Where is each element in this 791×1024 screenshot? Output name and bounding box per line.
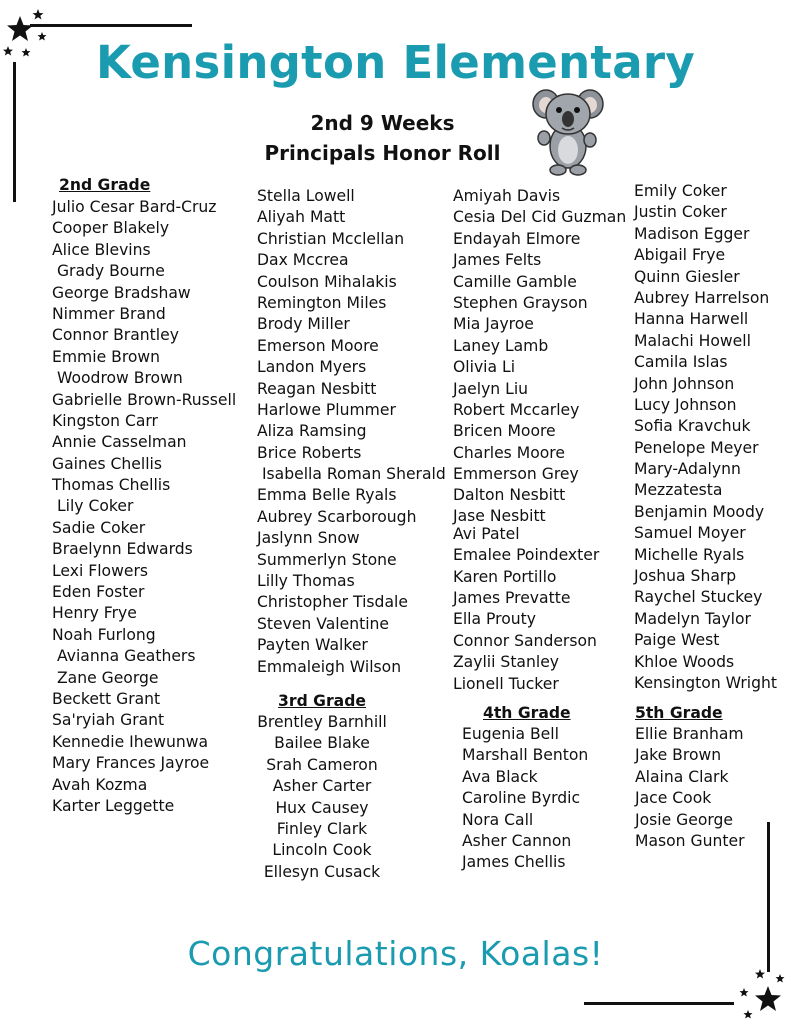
honor-roll-name: Kensington Wright [634,673,778,692]
honor-roll-name: Kennedie Ihewunwa [52,732,209,751]
honor-roll-name: Noah Furlong [52,625,156,644]
honor-roll-name: Camila Islas [634,353,728,372]
honor-roll-name: Emma Belle Ryals [257,486,397,505]
honor-roll-name: Grady Bourne [52,262,165,281]
honor-roll-name: Remington Miles [257,293,387,312]
honor-roll-name: Marshall Benton [462,746,589,765]
honor-roll-name: Christopher Tisdale [257,593,408,612]
honor-roll-name: Charles Moore [453,443,565,462]
column-2-grade-3 [257,690,387,883]
honor-roll-name: Aliyah Matt [257,208,346,227]
honor-roll-name: Camille Gamble [453,272,577,291]
honor-roll-name: Jaelyn Liu [453,379,529,398]
honor-roll-name: Braelynn Edwards [52,540,193,559]
honor-roll-name: Ellie Branham [635,725,744,743]
honor-roll-name: Zane George [52,668,159,687]
honor-roll-name: Robert Mccarley [453,400,580,419]
honor-roll-name: Endayah Elmore [453,229,581,248]
honor-roll-name: Ava Black [462,767,538,786]
honor-roll-name: Isabella Roman Sherald [257,465,446,484]
honor-roll-name: Aliza Ramsing [257,422,367,441]
honor-roll-name: Emerson Moore [257,336,379,355]
column-4-grade-5 [635,702,744,852]
column-1 [52,174,236,817]
honor-roll-name: Raychel Stuckey [634,588,763,607]
top-left-horizontal-bar [30,24,192,27]
honor-roll-name: Alice Blevins [52,240,151,259]
honor-roll-name: Connor Brantley [52,326,179,345]
honor-roll-name: Kingston Carr [52,411,158,430]
honor-roll-name: Josie George [635,810,733,829]
honor-roll-name: Brody Miller [257,315,350,334]
honor-roll-name: Eden Foster [52,583,145,602]
honor-roll-name: Sofia Kravchuk [634,417,751,436]
bottom-right-horizontal-bar [584,1002,734,1005]
honor-roll-name: Mia Jayroe [453,315,534,334]
honor-roll-name: Alaina Clark [635,767,729,786]
honor-roll-name: Joshua Sharp [634,567,737,586]
honor-roll-name: James Prevatte [453,589,571,608]
column-3 [453,186,626,695]
grade-3-heading: 3rd Grade [278,692,366,710]
honor-roll-name: Emmaleigh Wilson [257,657,402,676]
honor-roll-name: Ellesyn Cusack [263,862,381,881]
honor-roll-name: Bricen Moore [453,422,556,441]
honor-roll-name: Woodrow Brown [52,369,183,388]
honor-roll-name: Laney Lamb [453,336,549,355]
honor-roll-name: Harlowe Plummer [257,400,396,419]
honor-roll-name: Mezzatesta [634,481,723,500]
honor-roll-name: Gaines Chellis [52,454,163,473]
honor-roll-name: Srah Cameron [266,755,378,774]
honor-roll-name: Cooper Blakely [52,219,170,238]
honor-roll-name: Mason Gunter [635,831,745,850]
grade-5-heading: 5th Grade [635,704,723,722]
honor-roll-name: Lionell Tucker [453,674,559,693]
honor-roll-name: Lucy Johnson [634,395,737,414]
honor-roll-name: Annie Casselman [52,433,187,452]
honor-roll-name: Steven Valentine [257,614,390,633]
honor-roll-name: Abigail Frye [634,246,726,265]
bottom-right-stars-icon [736,966,791,1024]
honor-roll-name: Brice Roberts [257,443,362,462]
honor-roll-name: Jase Nesbitt [453,506,546,525]
grade-4-heading: 4th Grade [483,704,571,722]
honor-roll-name: Lexi Flowers [52,561,148,580]
honor-roll-name: Karter Leggette [52,796,175,815]
honor-roll-name: Brentley Barnhill [257,713,387,731]
honor-roll-name: Zaylii Stanley [453,653,560,672]
honor-roll-name: Avah Kozma [52,775,148,794]
honor-roll-name: Khloe Woods [634,652,735,671]
honor-roll-name: Landon Myers [257,358,367,377]
honor-roll-name: Quinn Giesler [634,267,740,286]
honor-roll-name: Nora Call [462,810,534,829]
honor-roll-name: George Bradshaw [52,283,191,302]
honor-roll-name: Aubrey Harrelson [634,288,770,307]
honor-roll-name: Caroline Byrdic [462,789,581,808]
koala-mascot-icon [532,84,604,176]
honor-roll-name: Stephen Grayson [453,293,588,312]
honor-roll-name: Paige West [634,631,720,650]
honor-roll-name: Connor Sanderson [453,631,597,650]
honor-roll-name: Bailee Blake [274,734,370,753]
honor-roll-name: Christian Mcclellan [257,229,405,248]
honor-roll-name: Sadie Coker [52,518,146,537]
honor-roll-name: Aubrey Scarborough [257,507,417,526]
honor-roll-name: Henry Frye [52,604,137,623]
honor-roll-name: Jake Brown [635,746,722,765]
honor-roll-name: Asher Cannon [462,831,572,850]
honor-roll-name: Beckett Grant [52,689,161,708]
subtitle-line-honor-roll: Principals Honor Roll [264,141,501,165]
honor-roll-name: Lilly Thomas [257,572,355,591]
honor-roll-name: Olivia Li [453,358,516,377]
honor-roll-name: Payten Walker [257,636,368,655]
page-title: Kensington Elementary [95,36,696,89]
honor-roll-name: Emmerson Grey [453,465,579,484]
honor-roll-name: Hanna Harwell [634,310,749,329]
honor-roll-name: Gabrielle Brown-Russell [52,390,237,409]
honor-roll-name: Samuel Moyer [634,524,746,543]
honor-roll-name: Avi Patel [453,524,520,543]
honor-roll-name: Cesia Del Cid Guzman [453,208,627,227]
honor-roll-name: Thomas Chellis [52,476,171,495]
column-2 [257,186,446,678]
honor-roll-name: Karen Portillo [453,567,557,586]
honor-roll-name: Sa'ryiah Grant [52,711,165,730]
congratulations-message: Congratulations, Koalas! [187,934,604,973]
honor-roll-name: Amiyah Davis [453,187,561,205]
honor-roll-name: Penelope Meyer [634,438,759,457]
honor-roll-name: Coulson Mihalakis [257,272,397,291]
honor-roll-name: Lily Coker [52,497,134,516]
honor-roll-name: Asher Carter [272,777,372,796]
honor-roll-name: Malachi Howell [634,331,751,350]
honor-roll-name: Mary Frances Jayroe [52,754,210,773]
honor-roll-name: Stella Lowell [257,187,355,205]
honor-roll-name: Madelyn Taylor [634,609,751,628]
honor-roll-name: James Chellis [462,853,566,872]
honor-roll-name: Justin Coker [634,203,727,222]
honor-roll-name: Emalee Poindexter [453,546,600,565]
honor-roll-name: Ella Prouty [453,610,536,629]
honor-roll-name: Jace Cook [635,789,712,808]
honor-roll-name: Benjamin Moody [634,502,765,521]
subtitle-line-term: 2nd 9 Weeks [310,111,455,135]
honor-roll-name: Emily Coker [634,182,727,200]
honor-roll-name: Eugenia Bell [462,725,559,743]
honor-roll-name: Emmie Brown [52,347,161,366]
honor-roll-name: Mary-Adalynn [634,460,741,479]
honor-roll-name: Hux Causey [275,798,369,817]
honor-roll-name: Avianna Geathers [52,647,196,666]
honor-roll-name: Madison Egger [634,224,750,243]
honor-roll-name: Jaslynn Snow [257,529,360,548]
grade-2-heading: 2nd Grade [59,176,151,194]
honor-roll-name: Dalton Nesbitt [453,486,566,505]
subtitle [240,108,525,168]
honor-roll-name: James Felts [453,251,542,270]
honor-roll-name: Dax Mccrea [257,251,349,270]
honor-roll-name: Lincoln Cook [272,841,372,860]
honor-roll-name: Julio Cesar Bard-Cruz [52,198,217,216]
honor-roll-name: Finley Clark [276,819,368,838]
honor-roll-name: Summerlyn Stone [257,550,397,569]
honor-roll-name: Nimmer Brand [52,304,166,323]
column-3-grade-4 [462,702,588,874]
honor-roll-name: John Johnson [634,374,735,393]
column-4 [634,181,777,694]
honor-roll-name: Michelle Ryals [634,545,745,564]
honor-roll-name: Reagan Nesbitt [257,379,377,398]
